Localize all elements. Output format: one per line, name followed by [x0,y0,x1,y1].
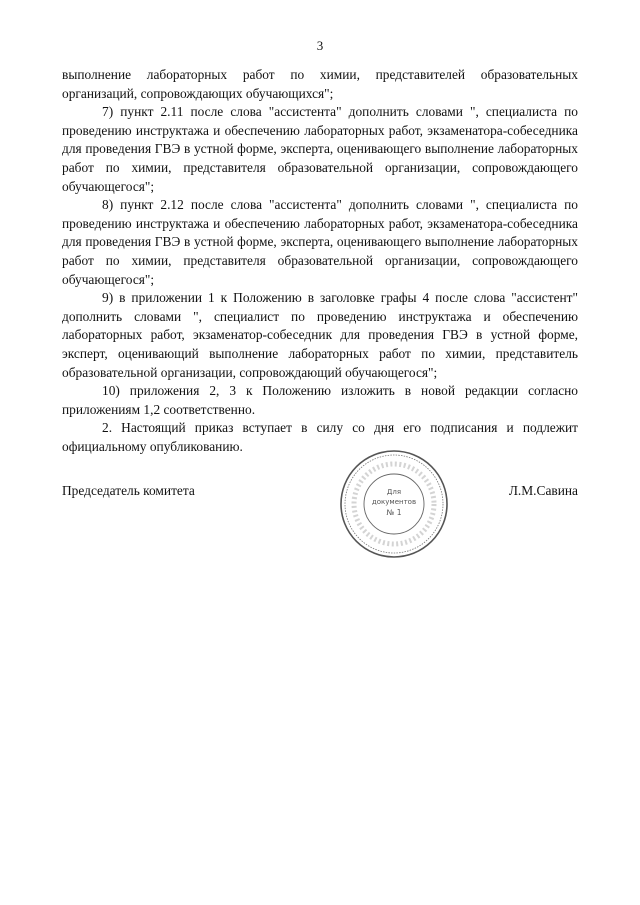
paragraph-item-7: 7) пункт 2.11 после слова "ассистента" дополнить словами ", специалиста по проведению инструктажа и обеспечению лабораторных работ, экзаменатора-собеседника для проведения ГВЭ в устной форме, эксперта, оценивающего выполнение лабораторных работ по химии, представителя образовательной организации, сопровождающего обучающегося"; [62,104,578,194]
paragraph-effective-date: 2. Настоящий приказ вступает в силу со дня его подписания и подлежит официальному опубликованию. [62,420,578,454]
seal-text-line1: Для [386,488,402,496]
signatory-title: Председатель комитета [62,483,195,498]
signatory-name: Л.М.Савина [508,483,578,498]
page-number: 3 [316,38,324,53]
seal-text-line3: № 1 [386,508,402,517]
official-seal [338,448,450,560]
seal-text-line2: документов [371,498,417,506]
paragraph-item-9: 9) в приложении 1 к Положению в заголовке графы 4 после слова "ассистент" дополнить словами ", специалист по проведению инструктажа и обеспечению лабораторных работ, экзаменатор-собеседник для проведения ГВЭ в устной форме, эксперт, оценивающий выполнение лабораторных работ по химии, представитель образовательной организации, сопровождающий обучающегося"; [62,290,578,380]
paragraph-continuation: выполнение лабораторных работ по химии, представителей образовательных организаций, сопровождающих обучающихся"; [62,67,578,101]
paragraph-item-8: 8) пункт 2.12 после слова "ассистента" дополнить словами ", специалиста по проведению инструктажа и обеспечению лабораторных работ, экзаменатора-собеседника для проведения ГВЭ в устной форме, эксперта, оценивающего выполнение лабораторных работ по химии, представителя образовательной организации, сопровождающего обучающегося"; [62,197,578,287]
document-body [62,66,578,456]
paragraph-item-10: 10) приложения 2, 3 к Положению изложить в новой редакции согласно приложениям 1,2 соответственно. [62,383,578,417]
